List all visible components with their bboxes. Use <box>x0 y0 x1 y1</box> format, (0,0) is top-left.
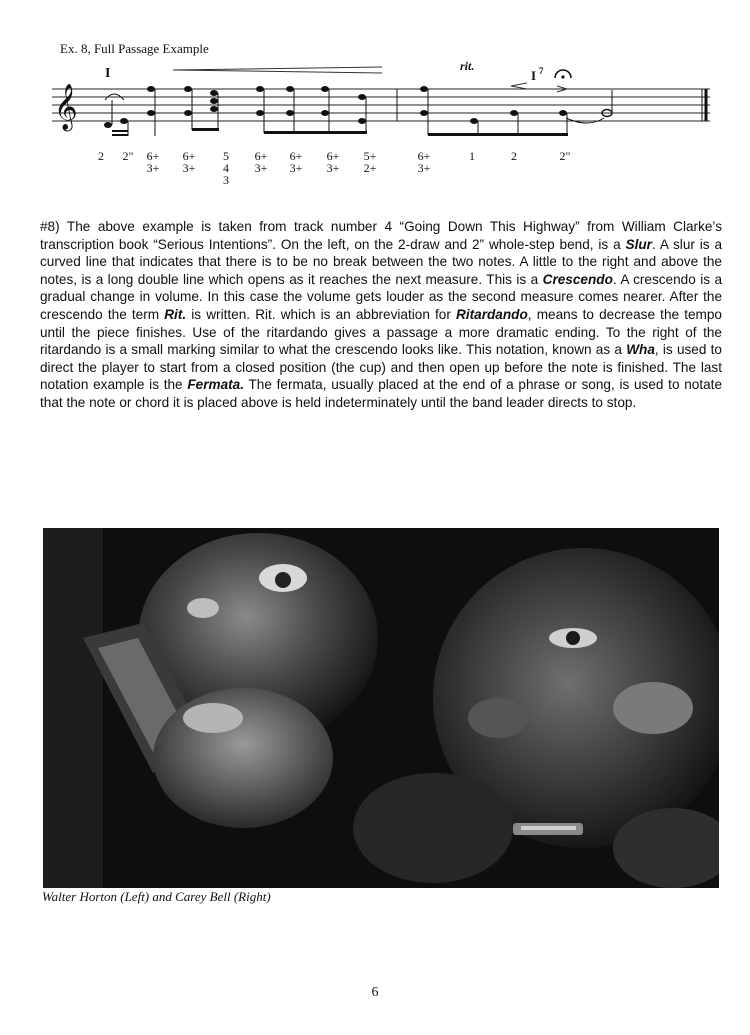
rit-marking: rit. <box>460 59 475 73</box>
term-ritardando: Ritardando <box>456 306 528 322</box>
measure-1-notes <box>104 86 367 136</box>
tab-col-2: 2" <box>122 149 134 163</box>
example-title: Ex. 8, Full Passage Example <box>60 41 209 56</box>
photo-image <box>43 528 719 888</box>
tab-col-6: 6+ 3+ <box>254 149 268 175</box>
tab-col-7: 6+ 3+ <box>289 149 303 175</box>
tab-col-12: 2 <box>511 149 517 163</box>
tab-col-13: 2" <box>559 149 571 163</box>
tab-col-5: 5 4 3 <box>223 149 229 187</box>
tab-col-10: 6+ 3+ <box>417 149 431 175</box>
term-rit: Rit. <box>164 306 187 322</box>
wha-marking <box>511 83 527 89</box>
body-paragraph: #8) The above example is taken from track number 4 “Going Down This Highway” from William Clarke’s transcription book “Serious Intentions”. On the left, on the 2-draw and 2” whole-step bend, is a Slur. A slur is a curved line that indicates that there is to be no break between the two notes. A little to the right and above the notes, is a long double line which opens as it reaches the next measure. This is a Crescendo. A crescendo is a gradual change in volume. In this case the volume gets louder as the second measure comes nearer. After the crescendo the term Rit. is written. Rit. which is an abbreviation for Ritardando, means to decrease the tempo until the piece finishes. Use of the ritardando gives a passage a more dramatic ending. To the right of the ritardando is a small marking similar to what the crescendo looks like. This notation, known as a Wha, is used to direct the player to start from a closed position (the cup) and then open up before the note is finished. The last notation example is the Fermata. The fermata, usually placed at the end of a phrase or song, is used to notate that the note or chord it is placed above is held indeterminately until the band leader directs to stop. <box>40 219 723 410</box>
tab-col-8: 6+ 3+ <box>326 149 340 175</box>
term-wha: Wha <box>626 342 655 358</box>
measure-2-notes <box>420 86 612 136</box>
term-crescendo: Crescendo <box>542 271 613 287</box>
chord-end-sup: 7 <box>539 66 544 76</box>
photo-caption: Walter Horton (Left) and Carey Bell (Right) <box>42 889 271 904</box>
treble-clef-icon: 𝄞 <box>54 84 78 130</box>
term-fermata: Fermata. <box>187 377 245 393</box>
tab-col-1: 2 <box>98 149 104 163</box>
staff-lines <box>52 89 710 121</box>
chord-start: I <box>105 66 111 81</box>
tab-col-9: 5+ 2+ <box>363 149 377 175</box>
tab-col-3: 6+ 3+ <box>146 149 160 175</box>
crescendo-hairpin <box>173 67 382 73</box>
page-number: 6 <box>371 985 379 1000</box>
term-slur: Slur <box>625 236 652 252</box>
photo-harmonica-players <box>43 528 719 888</box>
tab-col-11: 1 <box>469 149 475 163</box>
tab-col-4: 6+ 3+ <box>182 149 196 175</box>
chord-end: I <box>531 68 537 83</box>
